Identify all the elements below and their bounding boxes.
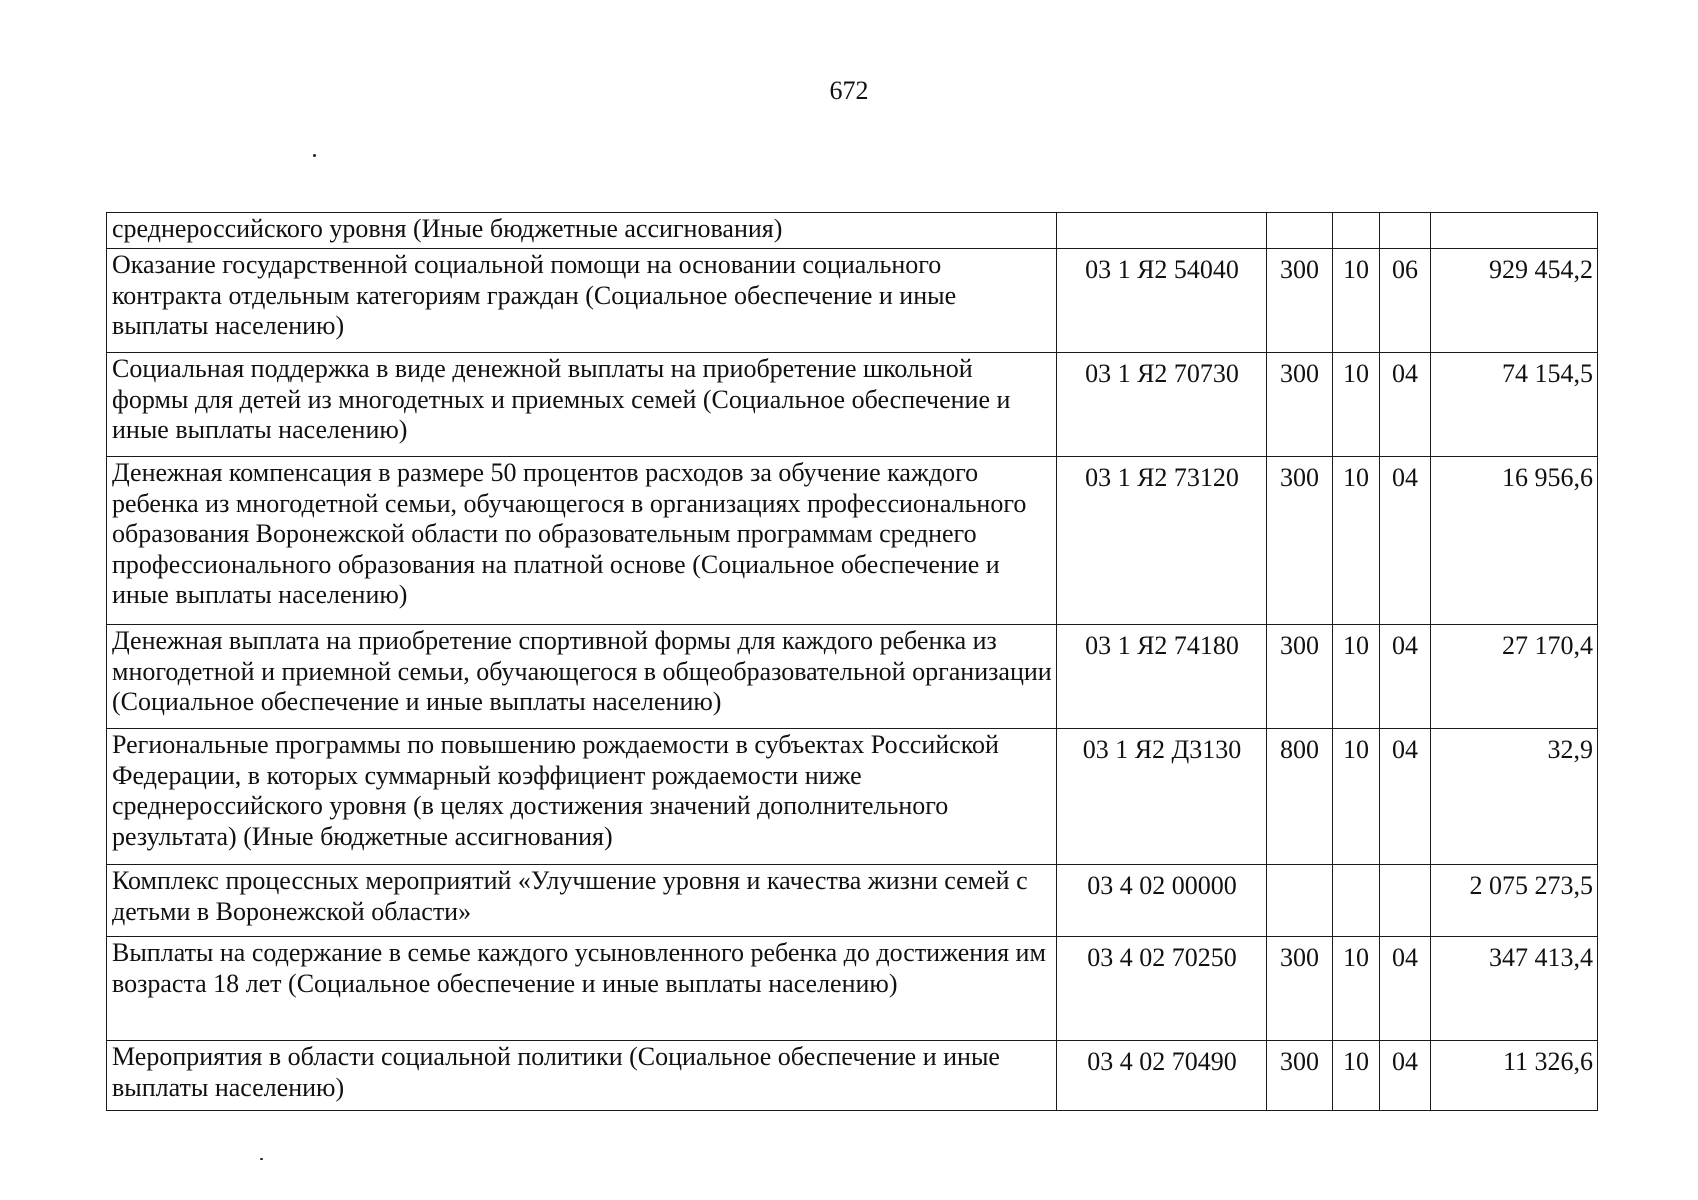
row-expense-type: 300 <box>1267 1041 1333 1111</box>
row-target-code: 03 4 02 00000 <box>1057 865 1267 937</box>
row-section <box>1333 213 1380 249</box>
row-amount <box>1431 213 1598 249</box>
table-row <box>107 353 1598 457</box>
row-expense-type: 300 <box>1267 353 1333 457</box>
row-subsection <box>1380 213 1431 249</box>
row-expense-type <box>1267 865 1333 937</box>
table-row <box>107 625 1598 729</box>
page-number: 672 <box>829 76 869 105</box>
row-section: 10 <box>1333 353 1380 457</box>
row-subsection: 04 <box>1380 353 1431 457</box>
row-description: среднероссийского уровня (Иные бюджетные ассигнования) <box>107 213 1057 249</box>
budget-table <box>106 212 1598 1111</box>
row-subsection: 06 <box>1380 249 1431 353</box>
row-description: Денежная компенсация в размере 50 процентов расходов за обучение каждого ребенка из многодетной семьи, обучающегося в организациях профессионального образования Воронежской области по образовательным программам среднего профессионального образования на платной основе (Социальное обеспечение и иные выплаты населению) <box>107 457 1057 625</box>
row-expense-type: 300 <box>1267 249 1333 353</box>
scan-speck <box>313 154 316 157</box>
table-row <box>107 1041 1598 1111</box>
row-expense-type <box>1267 213 1333 249</box>
row-target-code: 03 4 02 70490 <box>1057 1041 1267 1111</box>
row-subsection: 04 <box>1380 937 1431 1041</box>
row-subsection: 04 <box>1380 729 1431 865</box>
row-amount: 347 413,4 <box>1431 937 1598 1041</box>
row-target-code: 03 1 Я2 73120 <box>1057 457 1267 625</box>
row-amount: 32,9 <box>1431 729 1598 865</box>
table-row <box>107 937 1598 1041</box>
row-description: Комплекс процессных мероприятий «Улучшение уровня и качества жизни семей с детьми в Воронежской области» <box>107 865 1057 937</box>
row-expense-type: 300 <box>1267 625 1333 729</box>
table-row <box>107 729 1598 865</box>
row-amount: 929 454,2 <box>1431 249 1598 353</box>
row-description: Социальная поддержка в виде денежной выплаты на приобретение школьной формы для детей из многодетных и приемных семей (Социальное обеспечение и иные выплаты населению) <box>107 353 1057 457</box>
row-amount: 11 326,6 <box>1431 1041 1598 1111</box>
row-description: Мероприятия в области социальной политики (Социальное обеспечение и иные выплаты населению) <box>107 1041 1057 1111</box>
row-description: Денежная выплата на приобретение спортивной формы для каждого ребенка из многодетной и приемной семьи, обучающегося в общеобразовательной организации (Социальное обеспечение и иные выплаты населению) <box>107 625 1057 729</box>
row-expense-type: 800 <box>1267 729 1333 865</box>
row-expense-type: 300 <box>1267 457 1333 625</box>
row-target-code: 03 1 Я2 70730 <box>1057 353 1267 457</box>
row-section <box>1333 865 1380 937</box>
row-amount: 27 170,4 <box>1431 625 1598 729</box>
row-expense-type: 300 <box>1267 937 1333 1041</box>
row-section: 10 <box>1333 457 1380 625</box>
row-subsection: 04 <box>1380 625 1431 729</box>
row-subsection: 04 <box>1380 1041 1431 1111</box>
row-description: Выплаты на содержание в семье каждого усыновленного ребенка до достижения им возраста 18 лет (Социальное обеспечение и иные выплаты населению) <box>107 937 1057 1041</box>
row-section: 10 <box>1333 937 1380 1041</box>
row-amount: 74 154,5 <box>1431 353 1598 457</box>
row-target-code: 03 1 Я2 54040 <box>1057 249 1267 353</box>
row-subsection: 04 <box>1380 457 1431 625</box>
row-subsection <box>1380 865 1431 937</box>
row-description: Оказание государственной социальной помощи на основании социального контракта отдельным категориям граждан (Социальное обеспечение и иные выплаты населению) <box>107 249 1057 353</box>
table-row <box>107 249 1598 353</box>
row-section: 10 <box>1333 249 1380 353</box>
table-row <box>107 457 1598 625</box>
row-target-code: 03 1 Я2 74180 <box>1057 625 1267 729</box>
row-section: 10 <box>1333 1041 1380 1111</box>
table-row <box>107 213 1598 249</box>
row-target-code: 03 4 02 70250 <box>1057 937 1267 1041</box>
row-amount: 2 075 273,5 <box>1431 865 1598 937</box>
row-target-code <box>1057 213 1267 249</box>
row-section: 10 <box>1333 729 1380 865</box>
scan-speck <box>260 1158 263 1160</box>
row-description: Региональные программы по повышению рождаемости в субъектах Российской Федерации, в которых суммарный коэффициент рождаемости ниже среднероссийского уровня (в целях достижения значений дополнительного результата) (Иные бюджетные ассигнования) <box>107 729 1057 865</box>
row-section: 10 <box>1333 625 1380 729</box>
row-amount: 16 956,6 <box>1431 457 1598 625</box>
table-row <box>107 865 1598 937</box>
row-target-code: 03 1 Я2 Д3130 <box>1057 729 1267 865</box>
